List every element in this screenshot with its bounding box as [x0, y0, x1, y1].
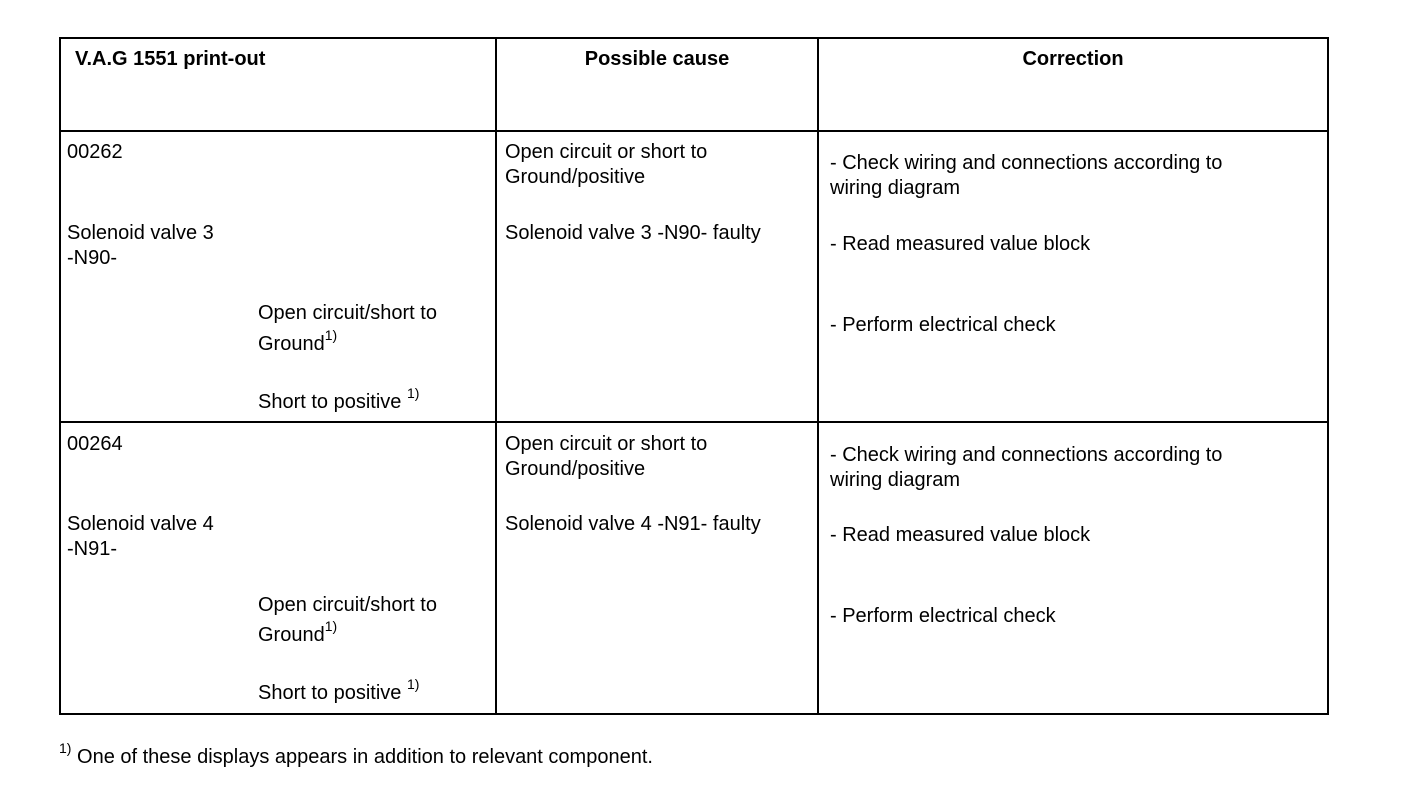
cause-ground-positive: Ground/positive	[505, 458, 646, 480]
fault-code: 00262	[67, 141, 123, 163]
footnote	[59, 740, 653, 770]
correction-electrical-check: - Perform electrical check	[830, 605, 1056, 627]
display-short-positive: Short to positive $^{1)}$	[258, 385, 420, 413]
header-possible-cause: Possible cause	[584, 48, 730, 70]
footnote-text: One of these displays appears in addition to relevant component.	[77, 746, 653, 768]
display-open-circuit: Open circuit/short to	[258, 594, 437, 616]
cause-open-circuit: Open circuit or short to	[505, 433, 708, 455]
cause-ground-positive: Ground/positive	[505, 166, 646, 188]
footnote-marker: 1)	[406, 385, 420, 402]
component-id: -N91-	[67, 538, 118, 560]
footnote-marker: 1)	[324, 618, 338, 635]
correction-read-value-block: - Read measured value block	[830, 233, 1091, 255]
row-divider	[59, 421, 1329, 423]
correction-check-wiring: - Check wiring and connections according to	[830, 152, 1223, 174]
correction-check-wiring: - Check wiring and connections according to	[830, 444, 1223, 466]
component-id: -N90-	[67, 247, 118, 269]
display-ground: Ground$^{1)}$	[258, 618, 338, 646]
display-short-positive: Short to positive $^{1)}$	[258, 676, 420, 704]
correction-read-value-block: - Read measured value block	[830, 524, 1091, 546]
component-name: Solenoid valve 4	[67, 513, 214, 535]
column-divider	[817, 37, 819, 715]
cause-valve-faulty: Solenoid valve 3 -N90- faulty	[505, 222, 761, 244]
cause-open-circuit: Open circuit or short to	[505, 141, 708, 163]
header-correction: Correction	[1022, 48, 1124, 70]
display-ground: Ground$^{1)}$	[258, 327, 338, 355]
correction-wiring-diagram: wiring diagram	[830, 177, 961, 199]
footnote-marker: 1)	[406, 676, 420, 693]
cause-valve-faulty: Solenoid valve 4 -N91- faulty	[505, 513, 761, 535]
component-name: Solenoid valve 3	[67, 222, 214, 244]
display-open-circuit: Open circuit/short to	[258, 302, 437, 324]
footnote-marker: 1)	[324, 327, 338, 344]
correction-wiring-diagram: wiring diagram	[830, 469, 961, 491]
footnote-marker: 1)	[59, 740, 72, 757]
column-divider	[495, 37, 497, 715]
header-divider	[59, 130, 1329, 132]
fault-code: 00264	[67, 433, 123, 455]
header-printout: V.A.G 1551 print-out	[75, 48, 266, 70]
correction-electrical-check: - Perform electrical check	[830, 314, 1056, 336]
